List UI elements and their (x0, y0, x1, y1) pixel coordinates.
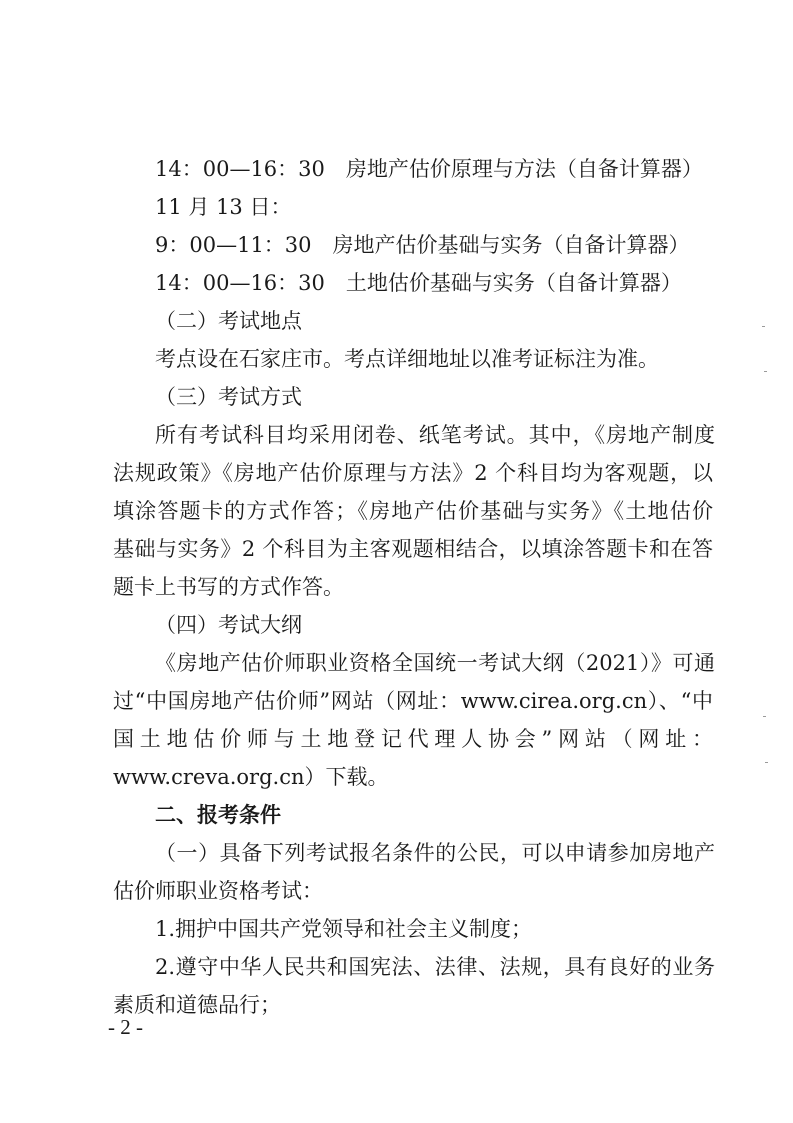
method-heading: （三）考试方式 (155, 385, 302, 409)
method-line: 题卡上书写的方式作答。 (113, 575, 344, 599)
schedule-date: 11 月 13 日： (155, 195, 292, 219)
location-text: 考点设在石家庄市。考点详细地址以准考证标注为准。 (155, 347, 659, 371)
scan-speck (764, 371, 767, 372)
conditions-intro-line: （一）具备下列考试报名条件的公民，可以申请参加房地产 (155, 841, 715, 865)
schedule-line-3: 14：00—16：30 土地估价基础与实务（自备计算器） (155, 271, 682, 295)
schedule-line-1: 14：00—16：30 房地产估价原理与方法（自备计算器） (155, 157, 703, 181)
method-line: 法规政策》《房地产估价原理与方法》2 个科目均为客观题，以 (113, 461, 713, 485)
condition-item-2-cont: 素质和道德品行； (113, 993, 281, 1017)
page-number: - 2 - (108, 1015, 143, 1039)
method-line: 基础与实务》2 个科目为主客观题相结合，以填涂答题卡和在答 (113, 537, 713, 561)
method-line: 填涂答题卡的方式作答；《房地产估价基础与实务》《土地估价 (113, 499, 713, 523)
syllabus-line: 过“中国房地产估价师”网站（网址：www.cirea.org.cn）、“中 (113, 689, 713, 713)
syllabus-line: www.creva.org.cn）下载。 (113, 765, 389, 789)
schedule-line-2: 9：00—11：30 房地产估价基础与实务（自备计算器） (155, 233, 690, 257)
method-line: 所有考试科目均采用闭卷、纸笔考试。其中，《房地产制度 (155, 423, 715, 447)
location-heading: （二）考试地点 (155, 309, 302, 333)
condition-item-1: 1.拥护中国共产党领导和社会主义制度； (155, 917, 533, 941)
condition-item-2: 2.遵守中华人民共和国宪法、法律、法规，具有良好的业务 (155, 955, 715, 979)
syllabus-line: 国土地估价师与土地登记代理人协会”网站（网址： (113, 727, 713, 751)
syllabus-line: 《房地产估价师职业资格全国统一考试大纲（2021）》可通 (155, 651, 715, 675)
conditions-heading: 二、报考条件 (155, 803, 281, 827)
scan-speck (763, 716, 766, 717)
scan-speck (762, 326, 765, 327)
conditions-intro-line: 估价师职业资格考试： (113, 879, 323, 903)
scan-speck (765, 762, 768, 763)
syllabus-heading: （四）考试大纲 (155, 613, 302, 637)
